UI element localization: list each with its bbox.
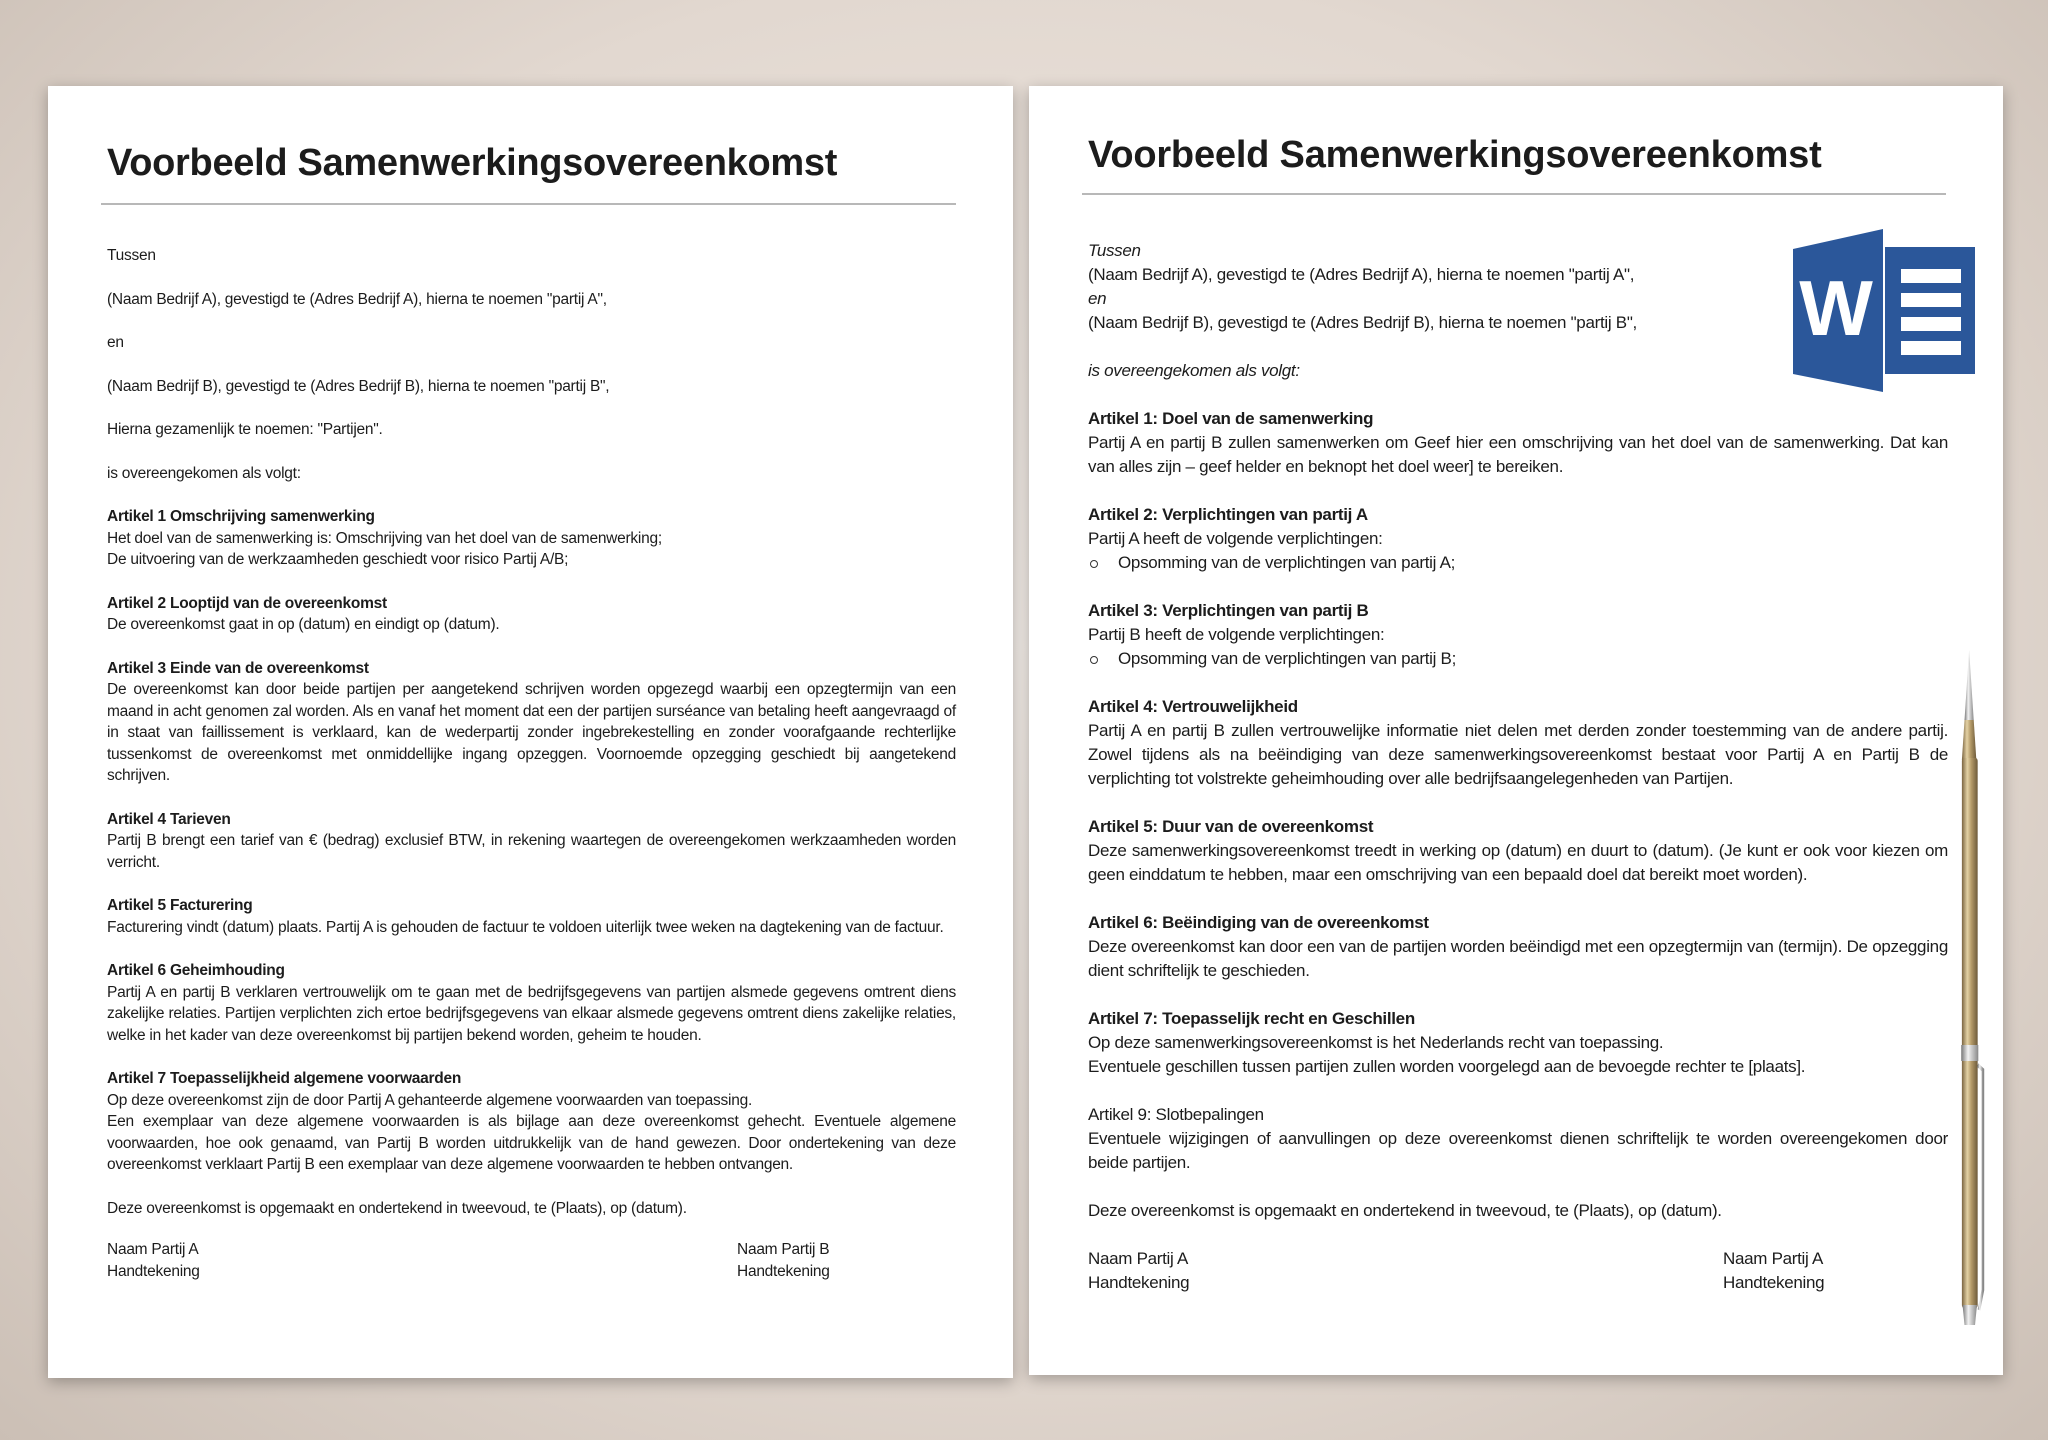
article-3 <box>1088 599 1948 671</box>
article-text: Deze overeenkomst kan door een van de partijen worden beëindigd met een opzegtermijn van (termijn). De opzegging dient schriftelijk te geschieden. <box>1088 937 1948 980</box>
page-title: Voorbeeld Samenwerkingsovereenkomst <box>107 142 838 184</box>
closing-text: Deze overeenkomst is opgemaakt en ondertekend in tweevoud, te (Plaats), op (datum). <box>1088 1201 1722 1220</box>
signature-block <box>1088 1247 1838 1295</box>
signature-party-b <box>737 1239 857 1282</box>
signature-name: Naam Partij A <box>107 1241 199 1258</box>
article-text: Partij A heeft de volgende verplichtingen: <box>1088 529 1383 548</box>
article-heading: Artikel 6: Beëindiging van de overeenkomst <box>1088 913 1429 932</box>
article-text: Eventuele geschillen tussen partijen zullen worden voorgelegd aan de bevoegde rechter te [plaats]. <box>1088 1057 1806 1076</box>
article-heading: Artikel 7: Toepasselijk recht en Geschillen <box>1088 1009 1415 1028</box>
article-heading: Artikel 2 Looptijd van de overeenkomst <box>107 594 387 612</box>
intro-line: en <box>1088 289 1107 308</box>
bullet-item: Opsomming van de verplichtingen van partij A; <box>1088 551 1948 575</box>
intro-line: Tussen <box>107 247 156 264</box>
intro-line: (Naam Bedrijf A), gevestigd te (Adres Bedrijf A), hierna te noemen "partij A", <box>1088 265 1635 284</box>
article-text: Op deze samenwerkingsovereenkomst is het Nederlands recht van toepassing. <box>1088 1033 1664 1052</box>
signature-label: Handtekening <box>737 1262 830 1280</box>
article-heading: Artikel 1 Omschrijving samenwerking <box>107 508 375 525</box>
article-text: Facturering vindt (datum) plaats. Partij A is gehouden de factuur te voldoen uiterlijk twee weken na dagtekening van de factuur. <box>107 918 944 936</box>
article-1 <box>107 506 956 571</box>
article-text: De overeenkomst kan door beide partijen per aangetekend schrijven worden opgezegd waarbij een opzegtermijn van een maand in acht genomen zal worden. Als en vanaf het moment dat een der partijen surséance van betaling heeft aangevraagd of in staat van faillissement is verklaard, kan de wederpartij zonder ingebrekestelling en zonder voorafgaande rechterlijke tussenkomst de overeenkomst met onmiddellijke ingang opzeggen. Voornoemde opzegging geschiedt bij aangetekend schrijven. <box>107 681 956 784</box>
article-text: Op deze overeenkomst zijn de door Partij A gehanteerde algemene voorwaarden van toepassing. <box>107 1091 753 1109</box>
signature-party-a <box>1088 1247 1189 1295</box>
article-heading: Artikel 2: Verplichtingen van partij A <box>1088 505 1368 524</box>
article-7 <box>1088 1007 1948 1079</box>
article-heading: Artikel 1: Doel van de samenwerking <box>1088 409 1374 428</box>
intro-line: Hierna gezamenlijk te noemen: "Partijen". <box>107 421 383 438</box>
article-7 <box>107 1068 956 1176</box>
article-4 <box>107 809 956 874</box>
page-title: Voorbeeld Samenwerkingsovereenkomst <box>1088 134 1822 176</box>
article-text: Het doel van de samenwerking is: Omschrijving van het doel van de samenwerking; <box>107 529 662 547</box>
signature-label: Handtekening <box>1723 1273 1825 1292</box>
article-text: Partij A en partij B zullen vertrouwelijke informatie niet delen met derden zonder toestemming van de andere partij. Zowel tijdens als na beëindiging van deze samenwerkingsovereenkomst bestaat voor Partij A en Partij B de verplichting tot volstrekte geheimhouding over alle bedrijfsaangelegenheden van Partijen. <box>1088 721 1948 788</box>
article-text: Partij A en partij B verklaren vertrouwelijk om te gaan met de bedrijfsgegevens van partijen alsmede gegevens omtrent diens zakelijke relaties. Partijen verplichten zich ertoe bedrijfsgegevens van elkaar alsmede gegevens omtrent diens zakelijke relaties, welke in het kader van deze overeenkomst bij partijen bekend worden, geheim te houden. <box>107 983 956 1044</box>
article-heading: Artikel 4 Tarieven <box>107 810 231 828</box>
article-text: Partij B heeft de volgende verplichtingen: <box>1088 625 1385 644</box>
article-heading: Artikel 6 Geheimhouding <box>107 962 285 979</box>
article-2 <box>1088 503 1948 575</box>
article-heading: Artikel 4: Vertrouwelijkheid <box>1088 697 1298 716</box>
signature-name: Naam Partij A <box>1723 1249 1824 1268</box>
article-text: De overeenkomst gaat in op (datum) en eindigt op (datum). <box>107 616 500 633</box>
article-heading: Artikel 3: Verplichtingen van partij B <box>1088 601 1369 620</box>
signature-label: Handtekening <box>107 1262 200 1280</box>
intro-line: is overeengekomen als volgt: <box>107 464 301 482</box>
article-9 <box>1088 1103 1948 1175</box>
article-heading: Artikel 5: Duur van de overeenkomst <box>1088 817 1374 836</box>
intro-line: (Naam Bedrijf A), gevestigd te (Adres Bedrijf A), hierna te noemen "partij A", <box>107 290 607 308</box>
intro-line: en <box>107 334 124 351</box>
article-text: Eventuele wijzigingen of aanvullingen op deze overeenkomst dienen schriftelijk te worden overeengekomen door beide partijen. <box>1088 1129 1948 1172</box>
article-text: Partij B brengt een tarief van € (bedrag) exclusief BTW, in rekening waartegen de overeengekomen werkzaamheden worden verricht. <box>107 832 956 871</box>
article-heading: Artikel 3 Einde van de overeenkomst <box>107 659 369 677</box>
article-text: Deze samenwerkingsovereenkomst treedt in werking op (datum) en duurt to (datum). (Je kunt er ook voor kiezen om geen einddatum te hebben, maar een omschrijving van een bepaald doel dat bereikt moet worden). <box>1088 841 1948 884</box>
signature-label: Handtekening <box>1088 1273 1190 1292</box>
agreed-line: is overeengekomen als volgt: <box>1088 361 1300 380</box>
signature-party-a <box>107 1239 200 1282</box>
intro-line: (Naam Bedrijf B), gevestigd te (Adres Bedrijf B), hierna te noemen "partij B", <box>1088 313 1637 332</box>
pen-icon <box>1954 650 2000 1330</box>
title-divider <box>101 203 956 205</box>
signature-party-b <box>1723 1247 1838 1295</box>
article-heading: Artikel 5 Facturering <box>107 897 253 914</box>
bullet-item: Opsomming van de verplichtingen van partij B; <box>1088 647 1948 671</box>
article-text: Partij A en partij B zullen samenwerken om Geef hier een omschrijving van het doel van de samenwerking. Dat kan van alles zijn – geef helder en beknopt het doel weer] te bereiken. <box>1088 433 1948 476</box>
document-body <box>107 245 956 1282</box>
intro-line: (Naam Bedrijf B), gevestigd te (Adres Bedrijf B), hierna te noemen "partij B", <box>107 377 610 395</box>
article-text: Een exemplaar van deze algemene voorwaarden is als bijlage aan deze overeenkomst gehecht. Eventuele algemene voorwaarden, hoe ook genaamd, van Partij B worden uitdrukkelijk van de hand gewezen. Door ondertekening van deze overeenkomst verklaart Partij B een exemplaar van deze algemene voorwaarden te hebben ontvangen. <box>107 1113 956 1173</box>
article-4 <box>1088 695 1948 791</box>
title-divider <box>1082 193 1946 195</box>
article-6 <box>1088 911 1948 983</box>
article-2 <box>107 593 956 636</box>
word-logo-letter: W <box>1799 264 1873 352</box>
article-1 <box>1088 407 1948 479</box>
document-body <box>1088 239 1948 1295</box>
closing-text: Deze overeenkomst is opgemaakt en ondertekend in tweevoud, te (Plaats), op (datum). <box>107 1199 687 1217</box>
signature-name: Naam Partij A <box>1088 1249 1189 1268</box>
document-page-left <box>48 86 1013 1378</box>
signature-block <box>107 1239 857 1282</box>
article-heading: Artikel 7 Toepasselijkheid algemene voorwaarden <box>107 1070 462 1087</box>
article-6 <box>107 960 956 1046</box>
article-text: De uitvoering van de werkzaamheden geschiedt voor risico Partij A/B; <box>107 551 569 568</box>
intro-line: Tussen <box>1088 241 1141 260</box>
article-3 <box>107 658 956 787</box>
microsoft-word-logo-icon <box>1793 229 1975 392</box>
article-5 <box>107 895 956 938</box>
article-5 <box>1088 815 1948 887</box>
signature-name: Naam Partij B <box>737 1241 830 1258</box>
article-heading: Artikel 9: Slotbepalingen <box>1088 1105 1264 1124</box>
